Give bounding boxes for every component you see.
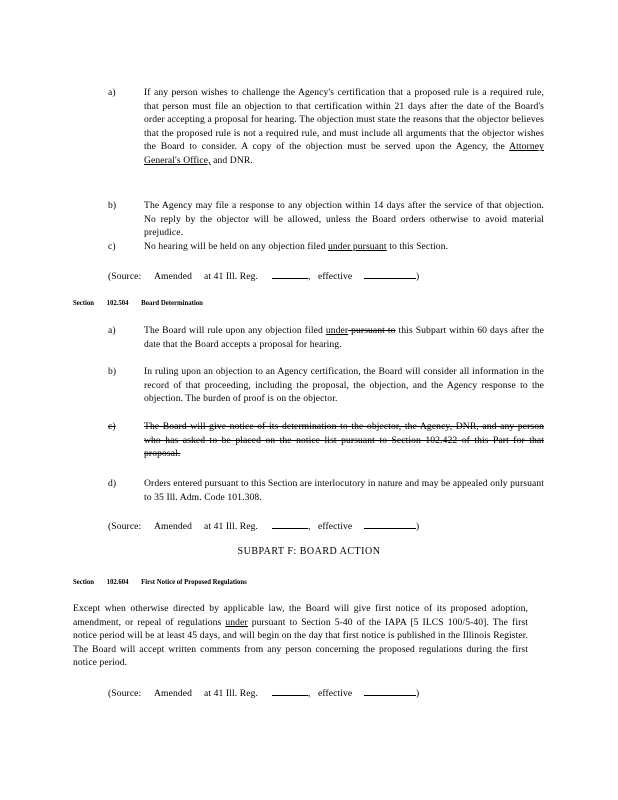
item-label: a) <box>108 325 116 336</box>
item-text: The Board will rule upon any objection filed under pursuant to this Subpart within 60 days after the date that the Board accepts a proposal for hearing. <box>144 325 544 350</box>
source-note: (Source: Amended at 41 Ill. Reg. , effective ) <box>108 268 438 284</box>
item-text: In ruling upon an objection to an Agency certification, the Board will consider all information in the record of that proceeding, including the proposal, the objection, and the Agency response to the objection. The burden of proof is on the objector. <box>144 366 544 405</box>
text-run: No hearing will be held on any objection filed <box>144 241 329 252</box>
item-text <box>144 240 544 254</box>
struck-text: pursuant to <box>348 325 396 336</box>
item-label: c) <box>108 241 116 252</box>
source-effective: effective <box>318 271 353 282</box>
item-label: b) <box>108 366 117 377</box>
item-label: b) <box>108 200 117 211</box>
item-text <box>144 86 544 168</box>
blank-line <box>272 518 308 529</box>
item-label: c) <box>108 421 116 432</box>
section-heading: Section 102.604 First Notice of Proposed Regulations <box>73 577 247 586</box>
blank-line <box>272 685 308 696</box>
paragraph: Except when otherwise directed by applicable law, the Board will give first notice of its proposed adoption, amendment, or repeal of regulations under pursuant to Section 5-40 of the IAPA [5 ILCS 100/5-40]. The first notice period will be at least 45 days, and will begin on the day that first notice is published in the Illinois Register. The Board will accept written comments from any person concerning the proposed regulations during the first notice period. <box>73 603 528 669</box>
section-heading: Section 102.504 Board Determination <box>73 298 203 307</box>
subpart-heading: SUBPART F: BOARD ACTION <box>237 546 381 557</box>
text-run: If any person wishes to challenge the Agency's certification that a proposed rule is a required rule, that person must file an objection to that certification within 21 days after the date of the Board's order accepting a proposal for hearing. The objection must state the reasons that the objector believes that the proposed rule is not a required rule, and must include all arguments that the objector wishes the Board to consider. A copy of the objection must be served upon the Agency, the <box>144 87 544 153</box>
underlined-text: under <box>325 325 349 336</box>
source-label: (Source: <box>108 271 142 282</box>
underlined-text: under pursuant <box>328 241 387 252</box>
source-note: (Source: Amended at 41 Ill. Reg. , effective ) <box>108 685 438 701</box>
source-amended: Amended <box>154 271 192 282</box>
item-text: The Agency may file a response to any objection within 14 days after the service of that objection. No reply by the objector will be allowed, unless the Board orders otherwise to avoid material prejudice. <box>144 200 544 239</box>
source-note: (Source: Amended at 41 Ill. Reg. , effective ) <box>108 518 438 534</box>
underlined-text: Attorney General's Office, <box>144 141 544 166</box>
blank-line <box>364 685 416 696</box>
blank-line <box>272 268 308 279</box>
item-text: Orders entered pursuant to this Section are interlocutory in nature and may be appealed only pursuant to 35 Ill. Adm. Code 101.308. <box>144 478 544 503</box>
source-reg: at 41 Ill. Reg. <box>204 271 258 282</box>
item-label: a) <box>108 87 116 98</box>
text-run: to this Section. <box>386 241 449 252</box>
underlined-text: under <box>225 616 248 628</box>
item-label: d) <box>108 478 117 489</box>
blank-line <box>364 268 416 279</box>
struck-text: The Board will give notice of its determination to the objector, the Agency, DNR, and any person who has asked to be placed on the notice list pursuant to Section 102.422 of this Part for that proposal. <box>144 421 544 460</box>
blank-line <box>364 518 416 529</box>
text-run: and DNR. <box>210 154 253 166</box>
